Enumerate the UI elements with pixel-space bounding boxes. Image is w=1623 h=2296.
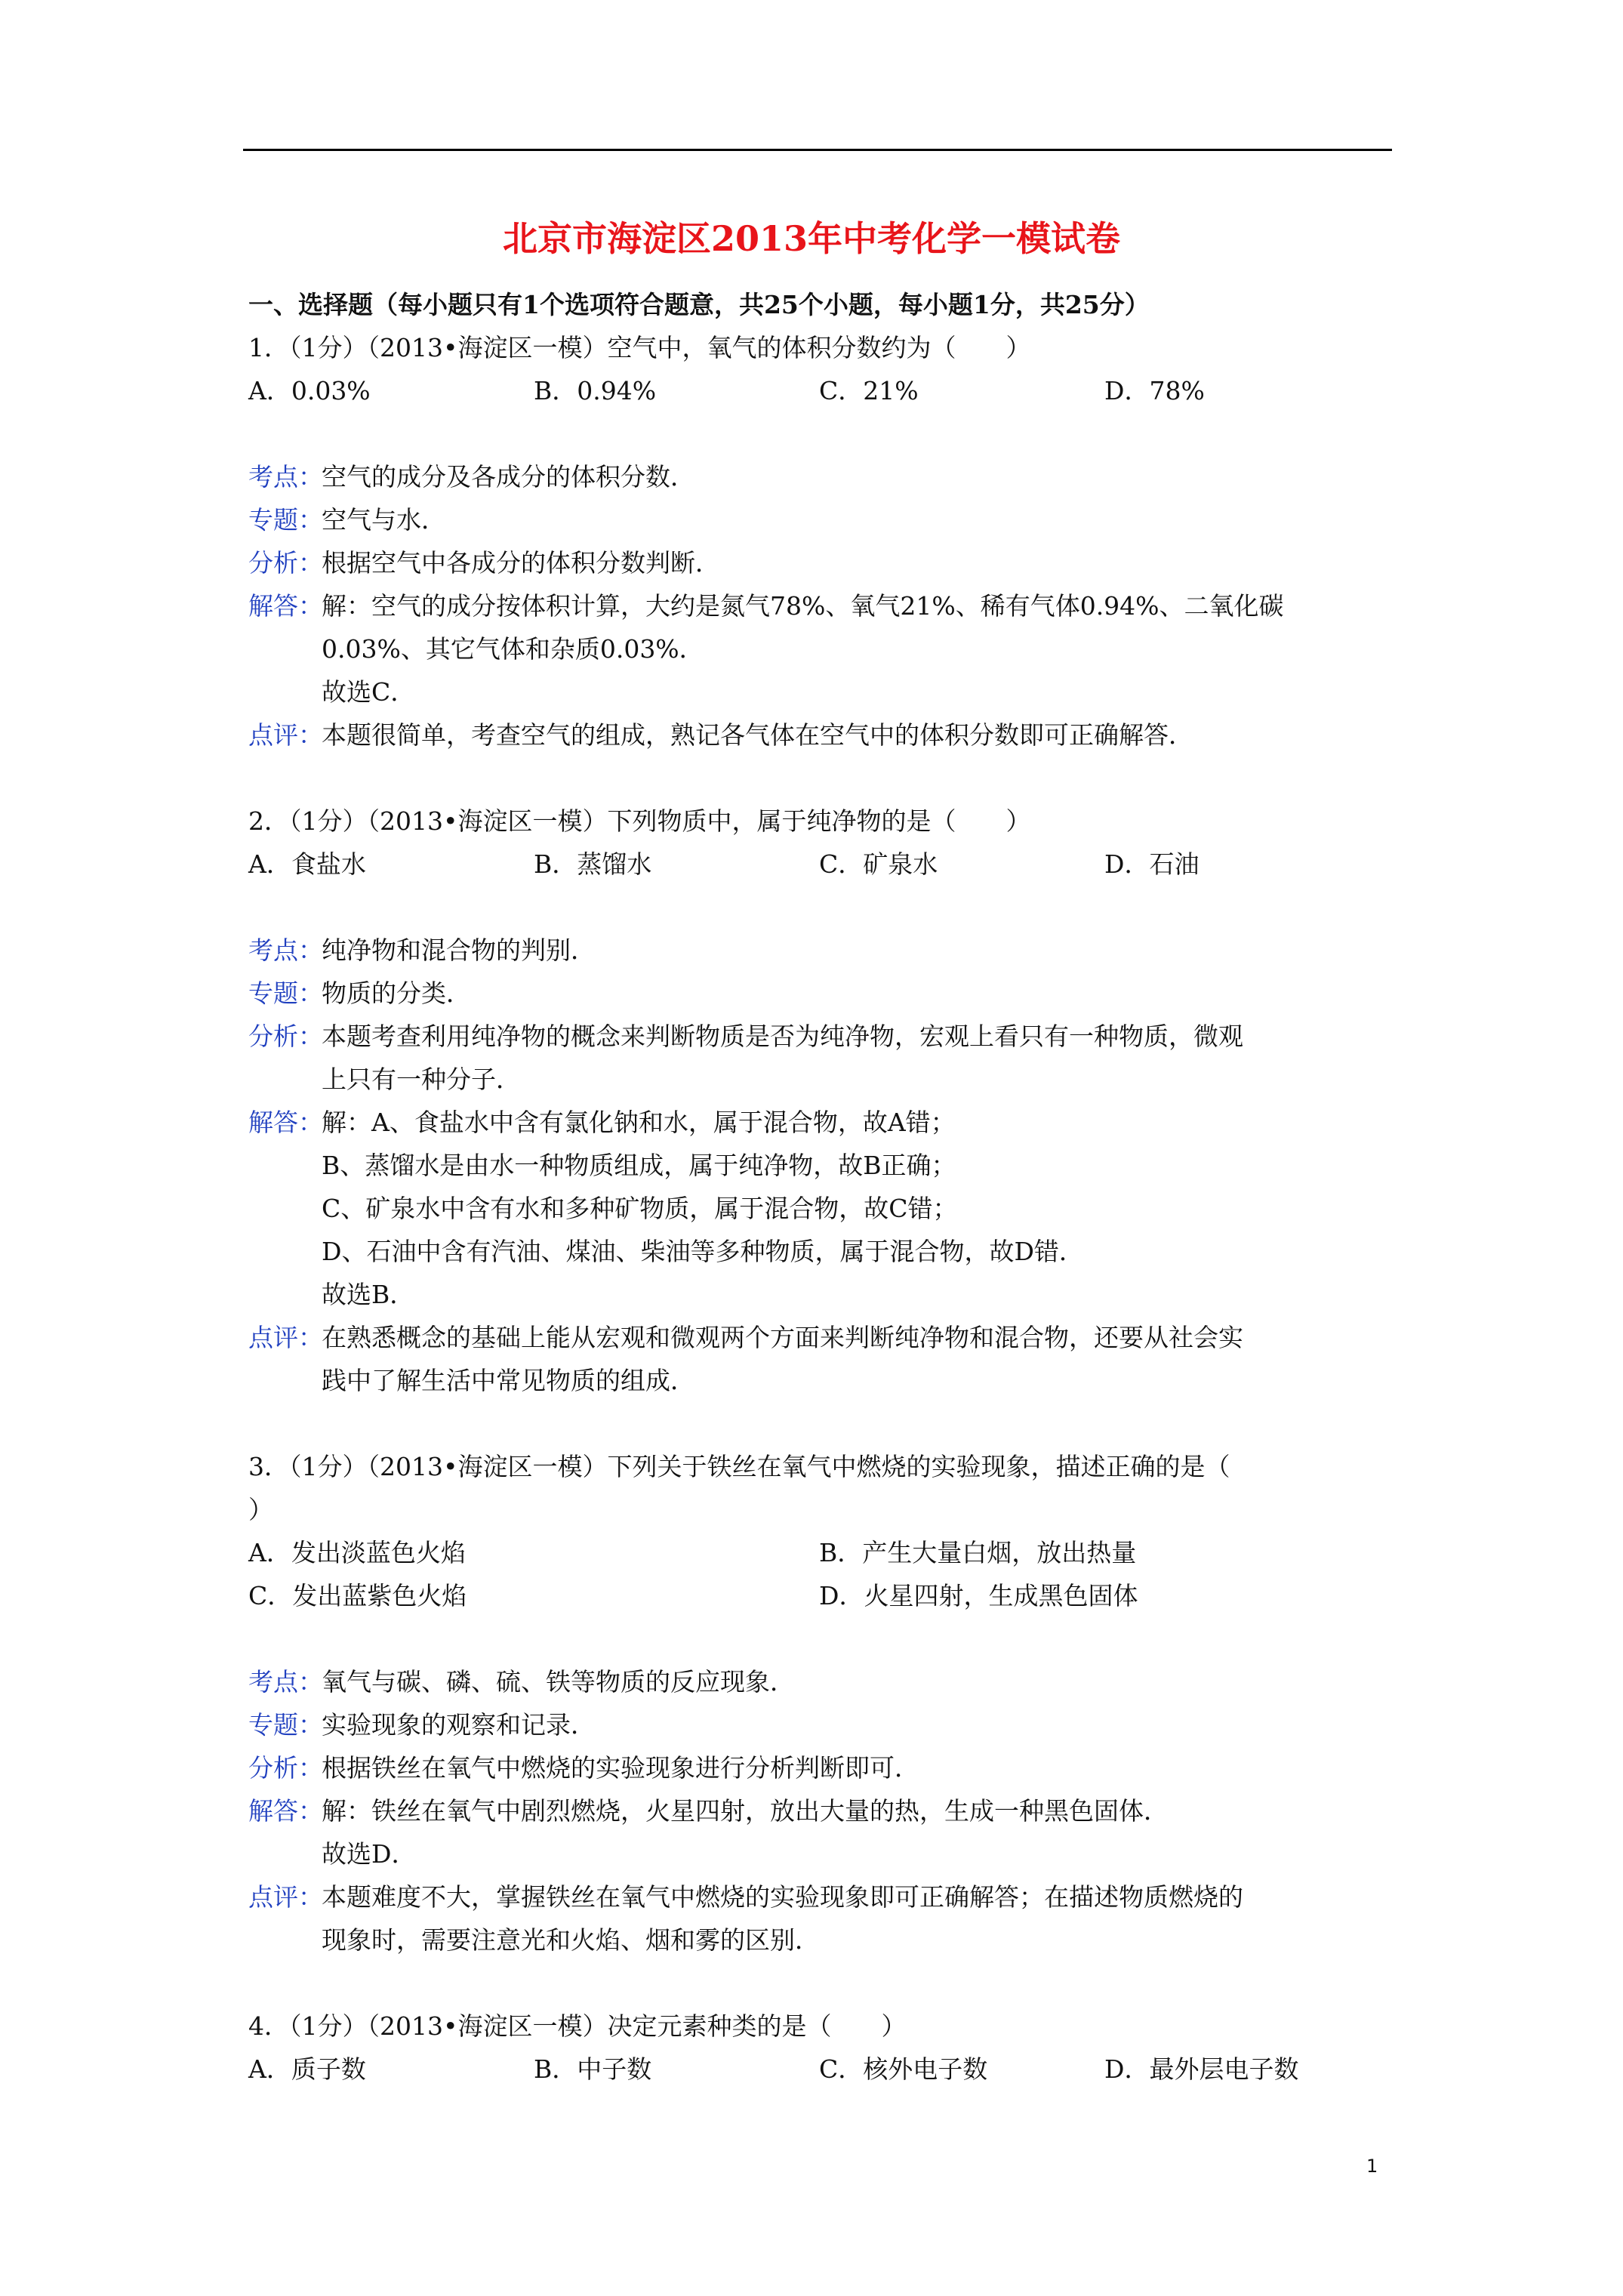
jieda-line: 0.03%、其它气体和杂质0.03%． — [322, 634, 704, 664]
kaodian-label: 考点： — [248, 462, 323, 492]
kaodian-text: 纯净物和混合物的判别． — [322, 935, 596, 965]
dianping-label: 点评： — [248, 720, 323, 750]
fenxi-row — [248, 1746, 1396, 1789]
kaodian-row — [248, 455, 1396, 498]
option-c: C．核外电子数 — [819, 2054, 988, 2084]
exam-content — [248, 283, 1396, 2091]
page-title: 北京市海淀区2013年中考化学一模试卷 — [502, 218, 1121, 259]
fenxi-label: 分析： — [248, 548, 323, 578]
question-1-options — [248, 369, 1396, 412]
fenxi-line: 上只有一种分子． — [322, 1065, 521, 1094]
jieda-line: 解：空气的成分按体积计算，大约是氮气78%、氧气21%、稀有气体0.94%、二氧化碳 — [322, 591, 1284, 621]
zhuanti-row — [248, 1703, 1396, 1746]
zhuanti-row — [248, 498, 1396, 541]
dianping-line: 在熟悉概念的基础上能从宏观和微观两个方面来判断纯净物和混合物，还要从社会实 — [322, 1323, 1243, 1352]
dianping-row — [248, 713, 1396, 757]
fenxi-line: 本题考查利用纯净物的概念来判断物质是否为纯净物，宏观上看只有一种物质，微观 — [322, 1022, 1243, 1051]
jieda-row — [248, 584, 1396, 713]
jieda-line: B、蒸馏水是由水一种物质组成，属于纯净物，故B正确； — [322, 1151, 956, 1180]
dianping-line: 现象时，需要注意光和火焰、烟和雾的区别． — [322, 1925, 820, 1955]
jieda-row — [248, 1101, 1396, 1316]
jieda-line: 故选C． — [322, 677, 416, 707]
zhuanti-label: 专题： — [248, 505, 323, 535]
zhuanti-text: 空气与水． — [322, 505, 446, 535]
fenxi-text: 根据铁丝在氧气中燃烧的实验现象进行分析判断即可． — [322, 1753, 919, 1783]
zhuanti-label: 专题： — [248, 1710, 323, 1740]
option-a: A．0.03% — [248, 376, 371, 405]
question-3-options — [248, 1531, 1396, 1617]
question-4-stem: 4．（1分）（2013•海淀区一模）决定元素种类的是（ ） — [248, 2011, 907, 2041]
jieda-label: 解答： — [248, 1108, 323, 1137]
option-d: D．石油 — [1104, 849, 1200, 879]
kaodian-row — [248, 929, 1396, 972]
question-3-stem-cont: ） — [248, 1495, 273, 1524]
option-b: B．0.94% — [534, 376, 657, 405]
kaodian-text: 氧气与碳、磷、硫、铁等物质的反应现象． — [322, 1667, 795, 1697]
kaodian-label: 考点： — [248, 1667, 323, 1697]
jieda-line: 解：铁丝在氧气中剧烈燃烧，火星四射，放出大量的热，生成一种黑色固体． — [322, 1796, 1169, 1826]
fenxi-label: 分析： — [248, 1022, 323, 1051]
page-number: 1 — [1366, 2156, 1378, 2177]
dianping-label: 点评： — [248, 1882, 323, 1912]
option-b: B．产生大量白烟，放出热量 — [819, 1538, 1137, 1567]
jieda-line: D、石油中含有汽油、煤油、柴油等多种物质，属于混合物，故D错． — [322, 1237, 1084, 1266]
option-b: B．中子数 — [534, 2054, 652, 2084]
jieda-label: 解答： — [248, 591, 323, 621]
jieda-line: 故选B． — [322, 1280, 415, 1309]
question-4-options — [248, 2048, 1396, 2091]
zhuanti-label: 专题： — [248, 978, 323, 1008]
dianping-row — [248, 1875, 1396, 1962]
dianping-label: 点评： — [248, 1323, 323, 1352]
option-c: C．发出蓝紫色火焰 — [248, 1581, 467, 1610]
jieda-line: C、矿泉水中含有水和多种矿物质，属于混合物，故C错； — [322, 1194, 958, 1223]
fenxi-text: 根据空气中各成分的体积分数判断． — [322, 548, 720, 578]
kaodian-row — [248, 1660, 1396, 1703]
jieda-row — [248, 1789, 1396, 1875]
option-d: D．火星四射，生成黑色固体 — [819, 1581, 1138, 1610]
question-2-stem: 2．（1分）（2013•海淀区一模）下列物质中，属于纯净物的是（ ） — [248, 806, 1031, 836]
question-3-stem: 3．（1分）（2013•海淀区一模）下列关于铁丝在氧气中燃烧的实验现象，描述正确的是（ — [248, 1452, 1230, 1481]
dianping-text: 本题很简单，考查空气的组成，熟记各气体在空气中的体积分数即可正确解答． — [322, 720, 1193, 750]
option-a: A．发出淡蓝色火焰 — [248, 1538, 466, 1567]
jieda-line: 故选D． — [322, 1839, 417, 1869]
jieda-line: 解：A、食盐水中含有氯化钠和水，属于混合物，故A错； — [322, 1108, 956, 1137]
dianping-line: 本题难度不大，掌握铁丝在氧气中燃烧的实验现象即可正确解答；在描述物质燃烧的 — [322, 1882, 1243, 1912]
option-a: A．食盐水 — [248, 849, 366, 879]
option-b: B．蒸馏水 — [534, 849, 652, 879]
section-heading: 一、选择题（每小题只有1个选项符合题意，共25个小题，每小题1分，共25分） — [248, 290, 1150, 319]
kaodian-label: 考点： — [248, 935, 323, 965]
option-d: D．78% — [1104, 376, 1205, 405]
zhuanti-text: 实验现象的观察和记录． — [322, 1710, 596, 1740]
zhuanti-text: 物质的分类． — [322, 978, 471, 1008]
zhuanti-row — [248, 972, 1396, 1015]
jieda-label: 解答： — [248, 1796, 323, 1826]
kaodian-text: 空气的成分及各成分的体积分数． — [322, 462, 695, 492]
option-c: C．21% — [819, 376, 919, 405]
dianping-line: 践中了解生活中常见物质的组成． — [322, 1366, 695, 1395]
question-2-options — [248, 843, 1396, 886]
option-d: D．最外层电子数 — [1104, 2054, 1299, 2084]
option-a: A．质子数 — [248, 2054, 366, 2084]
fenxi-row — [248, 1015, 1396, 1101]
header-rule — [243, 149, 1392, 151]
question-1-stem: 1．（1分）（2013•海淀区一模）空气中，氧气的体积分数约为（ ） — [248, 333, 1031, 362]
option-c: C．矿泉水 — [819, 849, 938, 879]
fenxi-label: 分析： — [248, 1753, 323, 1783]
fenxi-row — [248, 541, 1396, 584]
dianping-row — [248, 1316, 1396, 1402]
